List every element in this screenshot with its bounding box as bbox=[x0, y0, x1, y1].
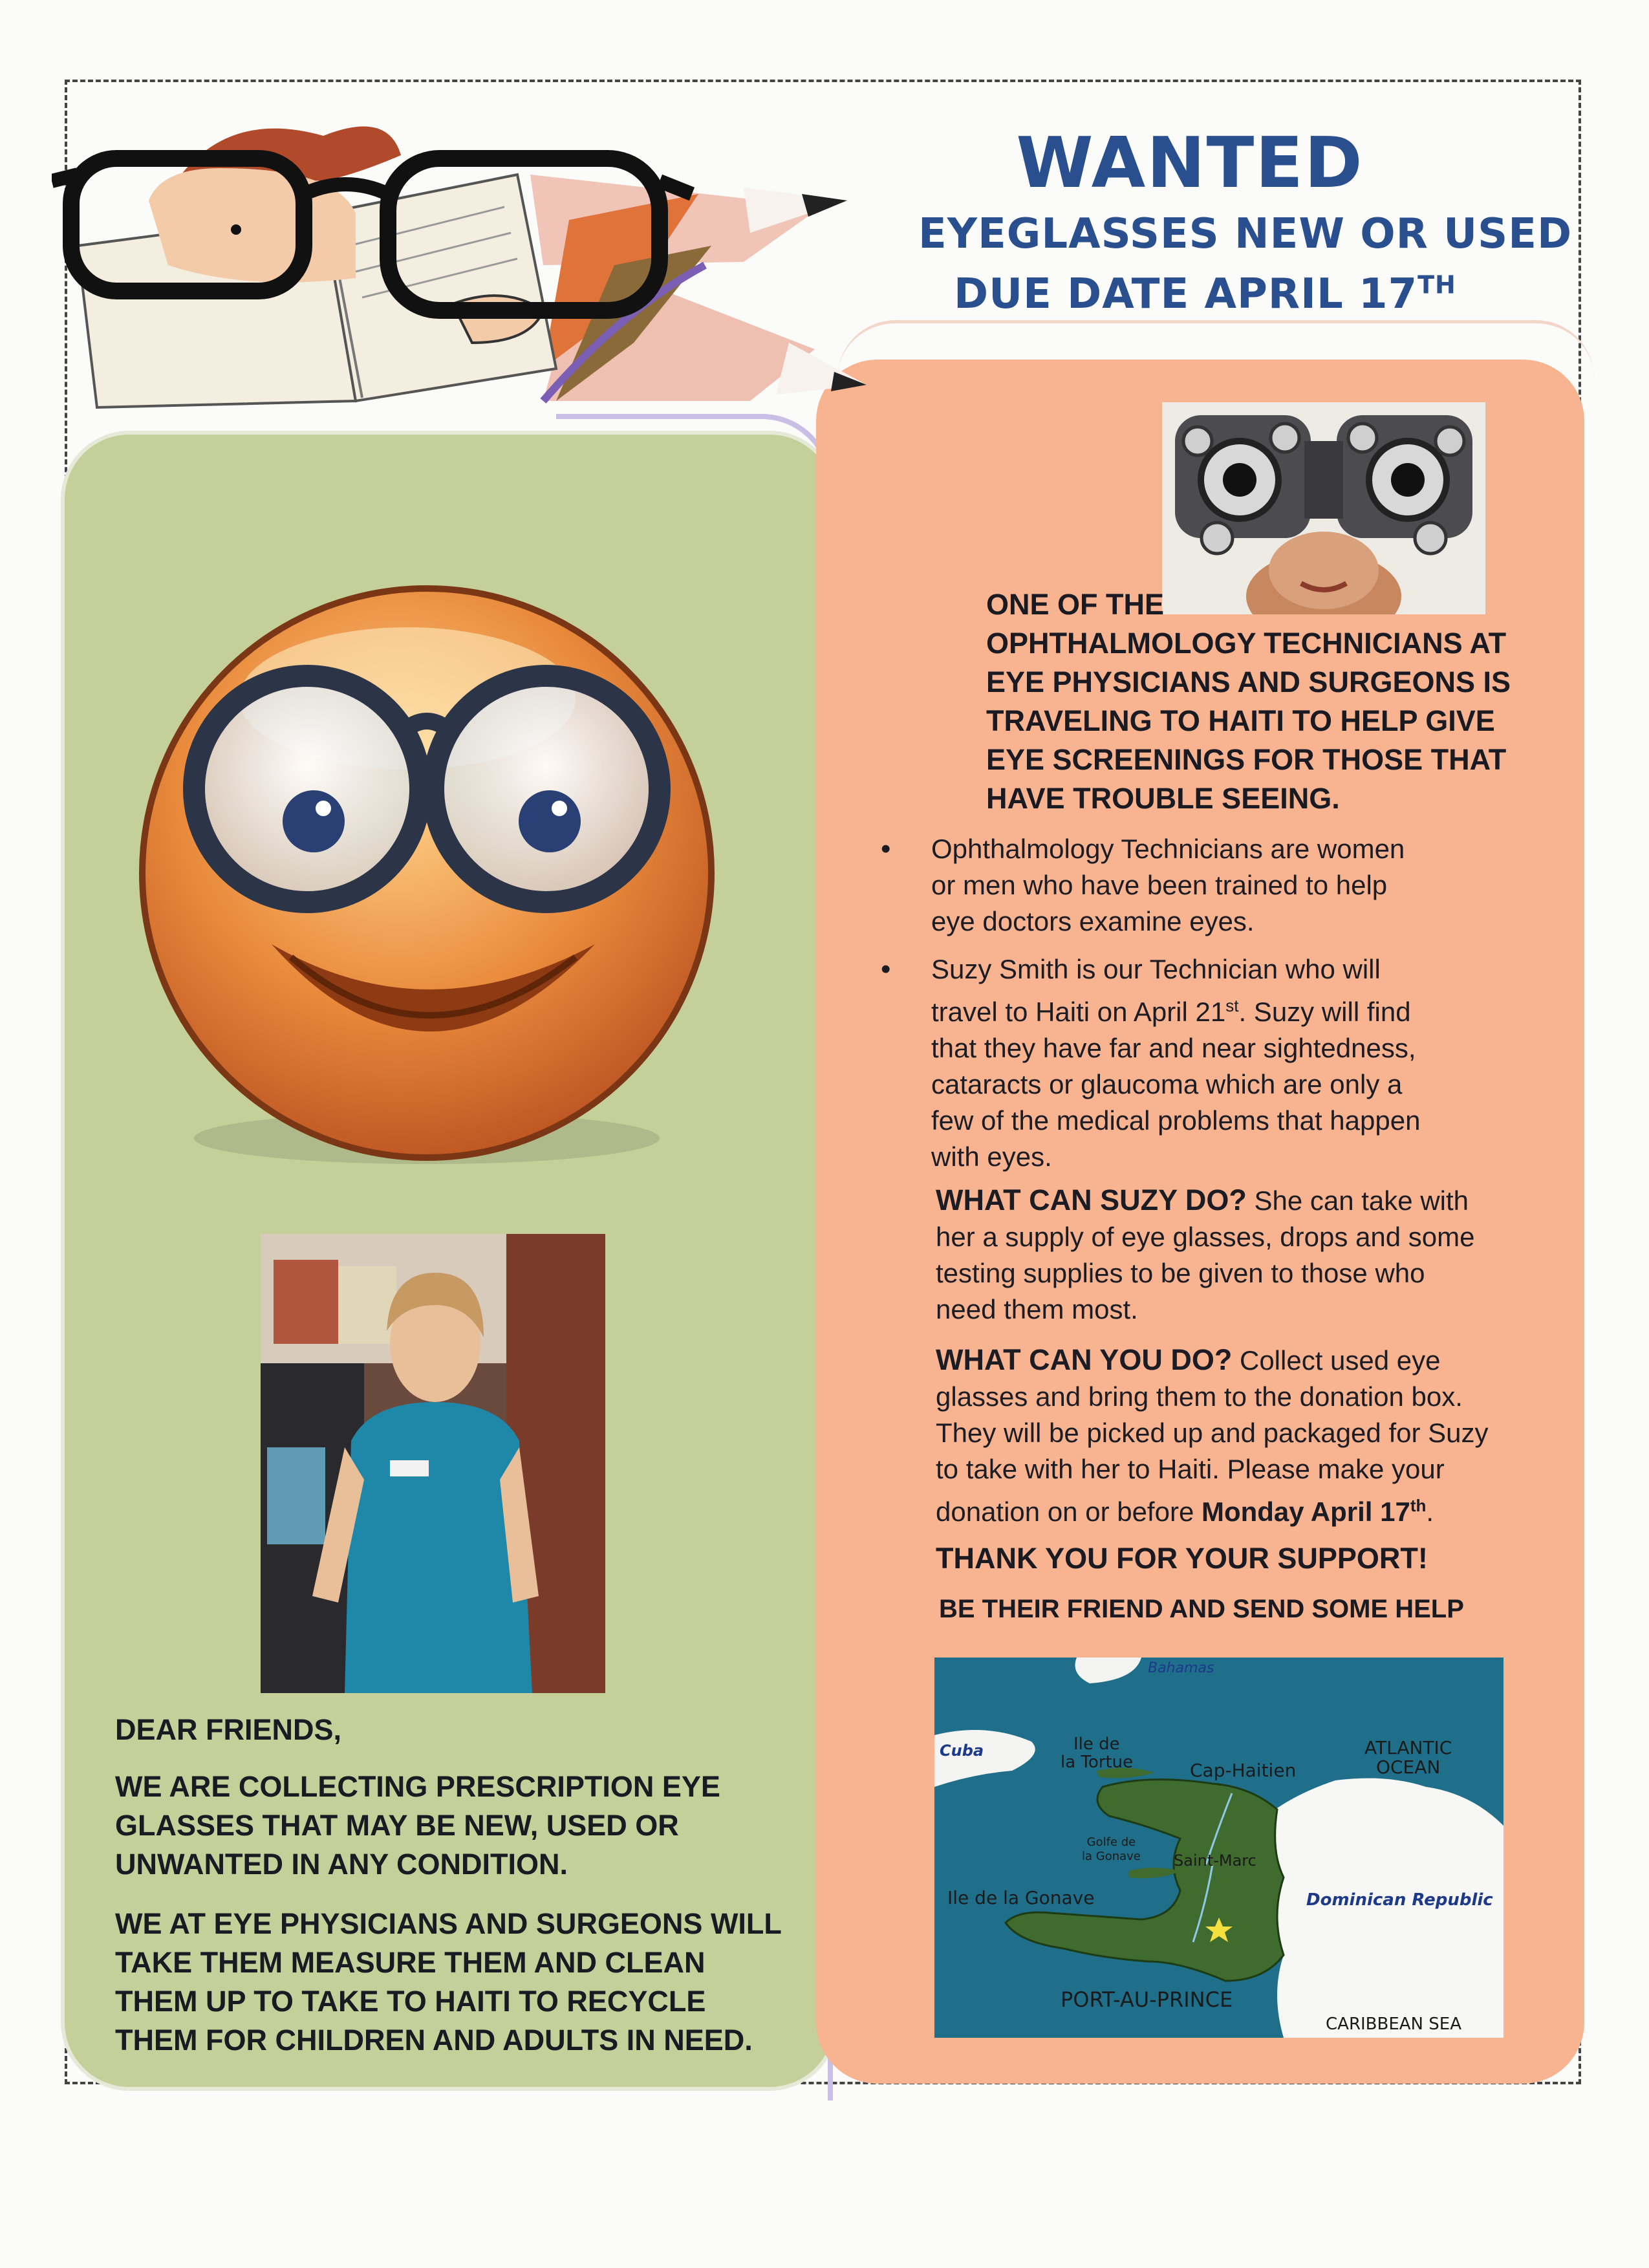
map-label-cap-haitien: Cap-Haitien bbox=[1190, 1760, 1297, 1781]
collect-paragraph: WE ARE COLLECTING PRESCRIPTION EYE GLASSES THAT MAY BE NEW, USED OR UNWANTED IN ANY CONDITION. bbox=[115, 1770, 720, 1881]
bullet-suzy-travel: • Suzy Smith is our Technician who will travel to Haiti on April 21st. Suzy will find that they have far and near sightedness, cataracts or glaucoma which are only a few of the medical problems that happen with eyes. bbox=[931, 951, 1513, 1175]
map-label-bahamas: Bahamas bbox=[1148, 1660, 1214, 1676]
subtitle-line-1: EYEGLASSES NEW OR USED bbox=[918, 210, 1573, 258]
what-can-suzy-do-paragraph: WHAT CAN SUZY DO? She can take with her a supply of eye glasses, drops and some testing supplies to be given to those who need them most. bbox=[936, 1183, 1475, 1324]
be-their-friend-line: BE THEIR FRIEND AND SEND SOME HELP bbox=[939, 1595, 1464, 1623]
page-title: WANTED bbox=[1016, 123, 1364, 204]
eye-exam-photo bbox=[1162, 402, 1485, 614]
map-label-cuba: Cuba bbox=[940, 1742, 984, 1760]
intro-line-1: ONE OF THE bbox=[986, 588, 1165, 621]
map-label-ile-gonave: Ile de la Gonave bbox=[947, 1887, 1095, 1908]
technician-photo bbox=[261, 1234, 605, 1693]
map-label-saint-marc: Saint-Marc bbox=[1174, 1852, 1256, 1870]
recycle-paragraph: WE AT EYE PHYSICIANS AND SURGEONS WILL TAKE THEM MEASURE THEM AND CLEAN THEM UP TO TAKE TO HAITI TO RECYCLE THEM FOR CHILDREN AND ADULTS IN NEED. bbox=[115, 1907, 782, 2057]
thank-you-line: THANK YOU FOR YOUR SUPPORT! bbox=[936, 1542, 1428, 1575]
map-label-tortue: Ile de la Tortue bbox=[1061, 1734, 1134, 1772]
bullet-technicians: • Ophthalmology Technicians are women or men who have been trained to help eye doctors examine eyes. bbox=[931, 831, 1513, 940]
map-label-golfe: Golfe de la Gonave bbox=[1082, 1835, 1141, 1863]
reading-boy-illustration bbox=[52, 97, 867, 420]
map-label-dominican: Dominican Republic bbox=[1306, 1890, 1493, 1910]
map-label-caribbean: CARIBBEAN SEA bbox=[1326, 2014, 1461, 2034]
subtitle-line-2: DUE DATE APRIL 17TH bbox=[954, 270, 1456, 318]
map-label-atlantic: ATLANTIC OCEAN bbox=[1364, 1737, 1452, 1778]
map-label-port-au-prince: PORT-AU-PRINCE bbox=[1061, 1987, 1233, 2012]
haiti-map bbox=[934, 1658, 1503, 2038]
facts-list bbox=[931, 831, 1513, 1187]
salutation: DEAR FRIENDS, bbox=[115, 1713, 342, 1746]
smiley-with-glasses-icon bbox=[129, 582, 724, 1177]
what-can-you-do-paragraph: WHAT CAN YOU DO? Collect used eye glasses and bring them to the donation box. They will be picked up and packaged for Suzy to take with her to Haiti. Please make your donation on or before Monday April 17th. bbox=[936, 1343, 1489, 1527]
intro-paragraph: OPHTHALMOLOGY TECHNICIANS AT EYE PHYSICIANS AND SURGEONS IS TRAVELING TO HAITI TO HELP GIVE EYE SCREENINGS FOR THOSE THAT HAVE TROUBLE SEEING. bbox=[986, 627, 1511, 815]
